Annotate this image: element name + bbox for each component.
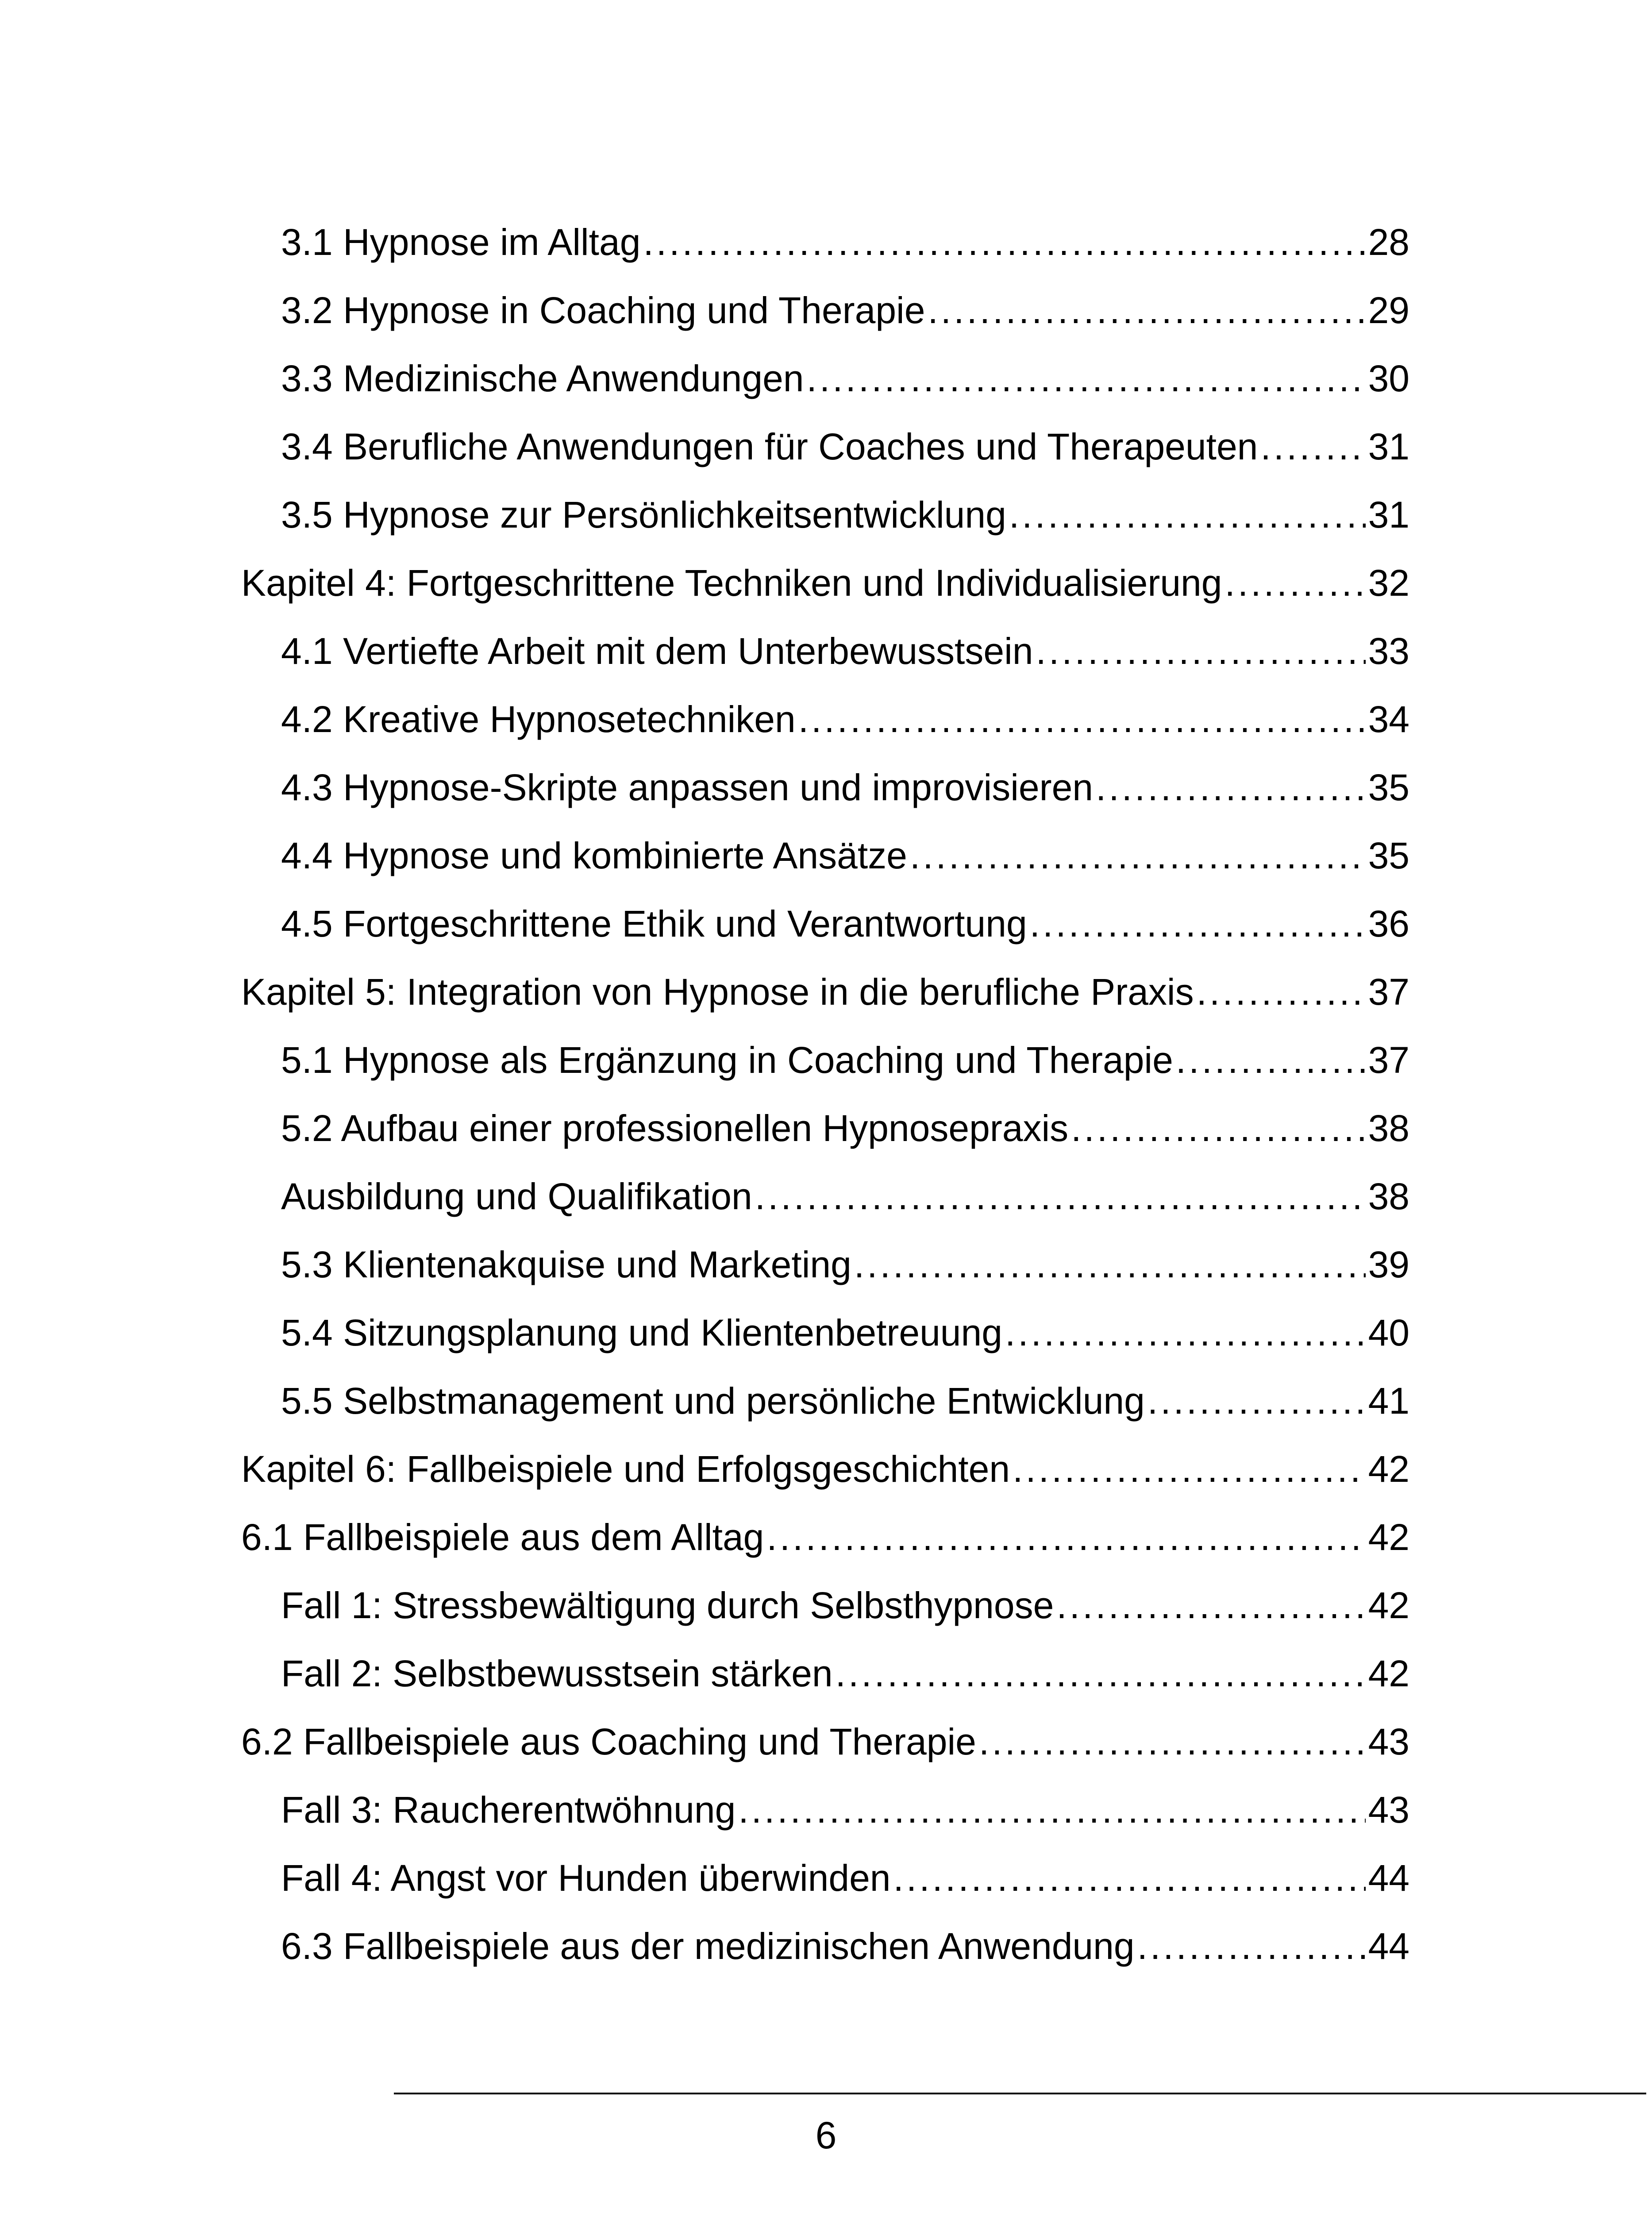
toc-dot-leader bbox=[798, 685, 1366, 753]
toc-entry-page: 38 bbox=[1368, 1107, 1409, 1149]
toc-dot-leader bbox=[1071, 1094, 1365, 1162]
toc-dot-leader bbox=[766, 1503, 1365, 1571]
toc-entry[interactable] bbox=[241, 685, 1409, 753]
toc-dot-leader bbox=[1096, 753, 1366, 821]
toc-dot-leader bbox=[738, 1776, 1365, 1844]
toc-dot-leader bbox=[643, 208, 1365, 276]
toc-entry-title: 6.2 Fallbeispiele aus Coaching und Therapie bbox=[241, 1721, 976, 1762]
toc-entry[interactable] bbox=[241, 1708, 1409, 1776]
toc-dot-leader bbox=[1225, 549, 1365, 617]
toc-entry-page: 41 bbox=[1368, 1380, 1409, 1422]
toc-entry[interactable] bbox=[241, 276, 1409, 344]
toc-entry[interactable] bbox=[241, 1912, 1409, 1980]
toc-dot-leader bbox=[836, 1639, 1366, 1708]
toc-dot-leader bbox=[1148, 1367, 1366, 1435]
toc-dot-leader bbox=[1013, 1435, 1366, 1503]
toc-entry[interactable] bbox=[241, 1503, 1409, 1571]
toc-entry-page: 30 bbox=[1368, 358, 1409, 399]
toc-entry-page: 32 bbox=[1368, 562, 1409, 604]
toc-entry-title: 3.1 Hypnose im Alltag bbox=[281, 221, 641, 263]
toc-entry-title: 4.4 Hypnose und kombinierte Ansätze bbox=[281, 835, 907, 876]
toc-entry-page: 33 bbox=[1368, 630, 1409, 672]
toc-entry-page: 43 bbox=[1368, 1789, 1409, 1831]
toc-entry[interactable] bbox=[241, 1299, 1409, 1367]
toc-entry-title: Kapitel 4: Fortgeschrittene Techniken und Individualisierung bbox=[241, 562, 1222, 604]
toc-entry-title: 5.5 Selbstmanagement und persönliche Entwicklung bbox=[281, 1380, 1145, 1422]
toc-entry-page: 35 bbox=[1368, 835, 1409, 876]
toc-entry[interactable] bbox=[241, 1026, 1409, 1094]
toc-entry[interactable] bbox=[241, 344, 1409, 413]
toc-entry-title: 4.5 Fortgeschrittene Ethik und Verantwortung bbox=[281, 903, 1027, 945]
toc-entry-page: 42 bbox=[1368, 1516, 1409, 1558]
toc-dot-leader bbox=[1009, 481, 1366, 549]
toc-entry-title: 3.4 Berufliche Anwendungen für Coaches und Therapeuten bbox=[281, 426, 1258, 467]
toc-dot-leader bbox=[910, 821, 1366, 890]
toc-entry-page: 28 bbox=[1368, 221, 1409, 263]
toc-entry[interactable] bbox=[241, 1776, 1409, 1844]
toc-entry-page: 42 bbox=[1368, 1653, 1409, 1694]
toc-entry-page: 31 bbox=[1368, 426, 1409, 467]
toc-entry[interactable] bbox=[241, 549, 1409, 617]
toc-entry[interactable] bbox=[241, 821, 1409, 890]
toc-entry[interactable] bbox=[241, 1094, 1409, 1162]
toc-entry-page: 39 bbox=[1368, 1244, 1409, 1285]
table-of-contents bbox=[241, 208, 1409, 1980]
toc-entry[interactable] bbox=[241, 1435, 1409, 1503]
toc-entry-title: Fall 2: Selbstbewusstsein stärken bbox=[281, 1653, 833, 1694]
toc-dot-leader bbox=[1005, 1299, 1366, 1367]
toc-entry-title: 4.2 Kreative Hypnosetechniken bbox=[281, 698, 796, 740]
toc-dot-leader bbox=[893, 1844, 1366, 1912]
footer-divider bbox=[394, 2093, 1646, 2094]
toc-dot-leader bbox=[1260, 413, 1365, 481]
toc-entry[interactable] bbox=[241, 890, 1409, 958]
toc-entry-page: 40 bbox=[1368, 1312, 1409, 1353]
toc-entry-title: 6.1 Fallbeispiele aus dem Alltag bbox=[241, 1516, 764, 1558]
toc-entry-page: 34 bbox=[1368, 698, 1409, 740]
toc-entry[interactable] bbox=[241, 753, 1409, 821]
toc-entry-title: 5.4 Sitzungsplanung und Klientenbetreuung bbox=[281, 1312, 1002, 1353]
toc-entry-page: 44 bbox=[1368, 1857, 1409, 1899]
toc-entry-title: Fall 1: Stressbewältigung durch Selbsthypnose bbox=[281, 1585, 1054, 1626]
toc-dot-leader bbox=[1036, 617, 1365, 685]
toc-entry-page: 38 bbox=[1368, 1176, 1409, 1217]
toc-entry-title: Fall 3: Raucherentwöhnung bbox=[281, 1789, 736, 1831]
toc-entry-title: 5.3 Klientenakquise und Marketing bbox=[281, 1244, 851, 1285]
toc-entry[interactable] bbox=[241, 1844, 1409, 1912]
toc-dot-leader bbox=[755, 1162, 1366, 1230]
toc-dot-leader bbox=[1176, 1026, 1366, 1094]
toc-entry[interactable] bbox=[241, 1571, 1409, 1639]
toc-entry-title: Ausbildung und Qualifikation bbox=[281, 1176, 752, 1217]
toc-entry-page: 37 bbox=[1368, 971, 1409, 1013]
toc-entry-page: 42 bbox=[1368, 1585, 1409, 1626]
toc-entry-page: 29 bbox=[1368, 289, 1409, 331]
toc-entry-title: 4.1 Vertiefte Arbeit mit dem Unterbewusstsein bbox=[281, 630, 1033, 672]
toc-entry-title: Kapitel 6: Fallbeispiele und Erfolgsgeschichten bbox=[241, 1448, 1010, 1490]
toc-entry-title: 3.3 Medizinische Anwendungen bbox=[281, 358, 804, 399]
toc-dot-leader bbox=[807, 344, 1366, 413]
toc-entry-page: 31 bbox=[1368, 494, 1409, 536]
page-number: 6 bbox=[815, 2114, 837, 2157]
toc-dot-leader bbox=[1056, 1571, 1365, 1639]
toc-entry-title: 5.1 Hypnose als Ergänzung in Coaching und Therapie bbox=[281, 1039, 1173, 1081]
toc-entry-page: 36 bbox=[1368, 903, 1409, 945]
toc-entry[interactable] bbox=[241, 208, 1409, 276]
toc-entry[interactable] bbox=[241, 1162, 1409, 1230]
toc-dot-leader bbox=[854, 1230, 1366, 1299]
toc-dot-leader bbox=[1197, 958, 1366, 1026]
toc-entry-page: 37 bbox=[1368, 1039, 1409, 1081]
toc-entry-title: Kapitel 5: Integration von Hypnose in die berufliche Praxis bbox=[241, 971, 1194, 1013]
toc-entry[interactable] bbox=[241, 617, 1409, 685]
toc-entry-title: 5.2 Aufbau einer professionellen Hypnosepraxis bbox=[281, 1107, 1069, 1149]
toc-entry[interactable] bbox=[241, 958, 1409, 1026]
toc-entry-page: 42 bbox=[1368, 1448, 1409, 1490]
toc-entry-page: 43 bbox=[1368, 1721, 1409, 1762]
toc-dot-leader bbox=[979, 1708, 1366, 1776]
toc-entry[interactable] bbox=[241, 1639, 1409, 1708]
toc-entry-title: Fall 4: Angst vor Hunden überwinden bbox=[281, 1857, 891, 1899]
toc-dot-leader bbox=[1030, 890, 1366, 958]
toc-dot-leader bbox=[928, 276, 1365, 344]
toc-entry[interactable] bbox=[241, 1367, 1409, 1435]
toc-entry-page: 35 bbox=[1368, 767, 1409, 808]
toc-entry-title: 6.3 Fallbeispiele aus der medizinischen Anwendung bbox=[281, 1925, 1135, 1967]
toc-dot-leader bbox=[1137, 1912, 1366, 1980]
toc-entry[interactable] bbox=[241, 413, 1409, 481]
toc-entry[interactable] bbox=[241, 481, 1409, 549]
toc-entry-page: 44 bbox=[1368, 1925, 1409, 1967]
toc-entry[interactable] bbox=[241, 1230, 1409, 1299]
toc-entry-title: 3.2 Hypnose in Coaching und Therapie bbox=[281, 289, 925, 331]
toc-entry-title: 4.3 Hypnose-Skripte anpassen und improvisieren bbox=[281, 767, 1093, 808]
toc-entry-title: 3.5 Hypnose zur Persönlichkeitsentwicklung bbox=[281, 494, 1006, 536]
